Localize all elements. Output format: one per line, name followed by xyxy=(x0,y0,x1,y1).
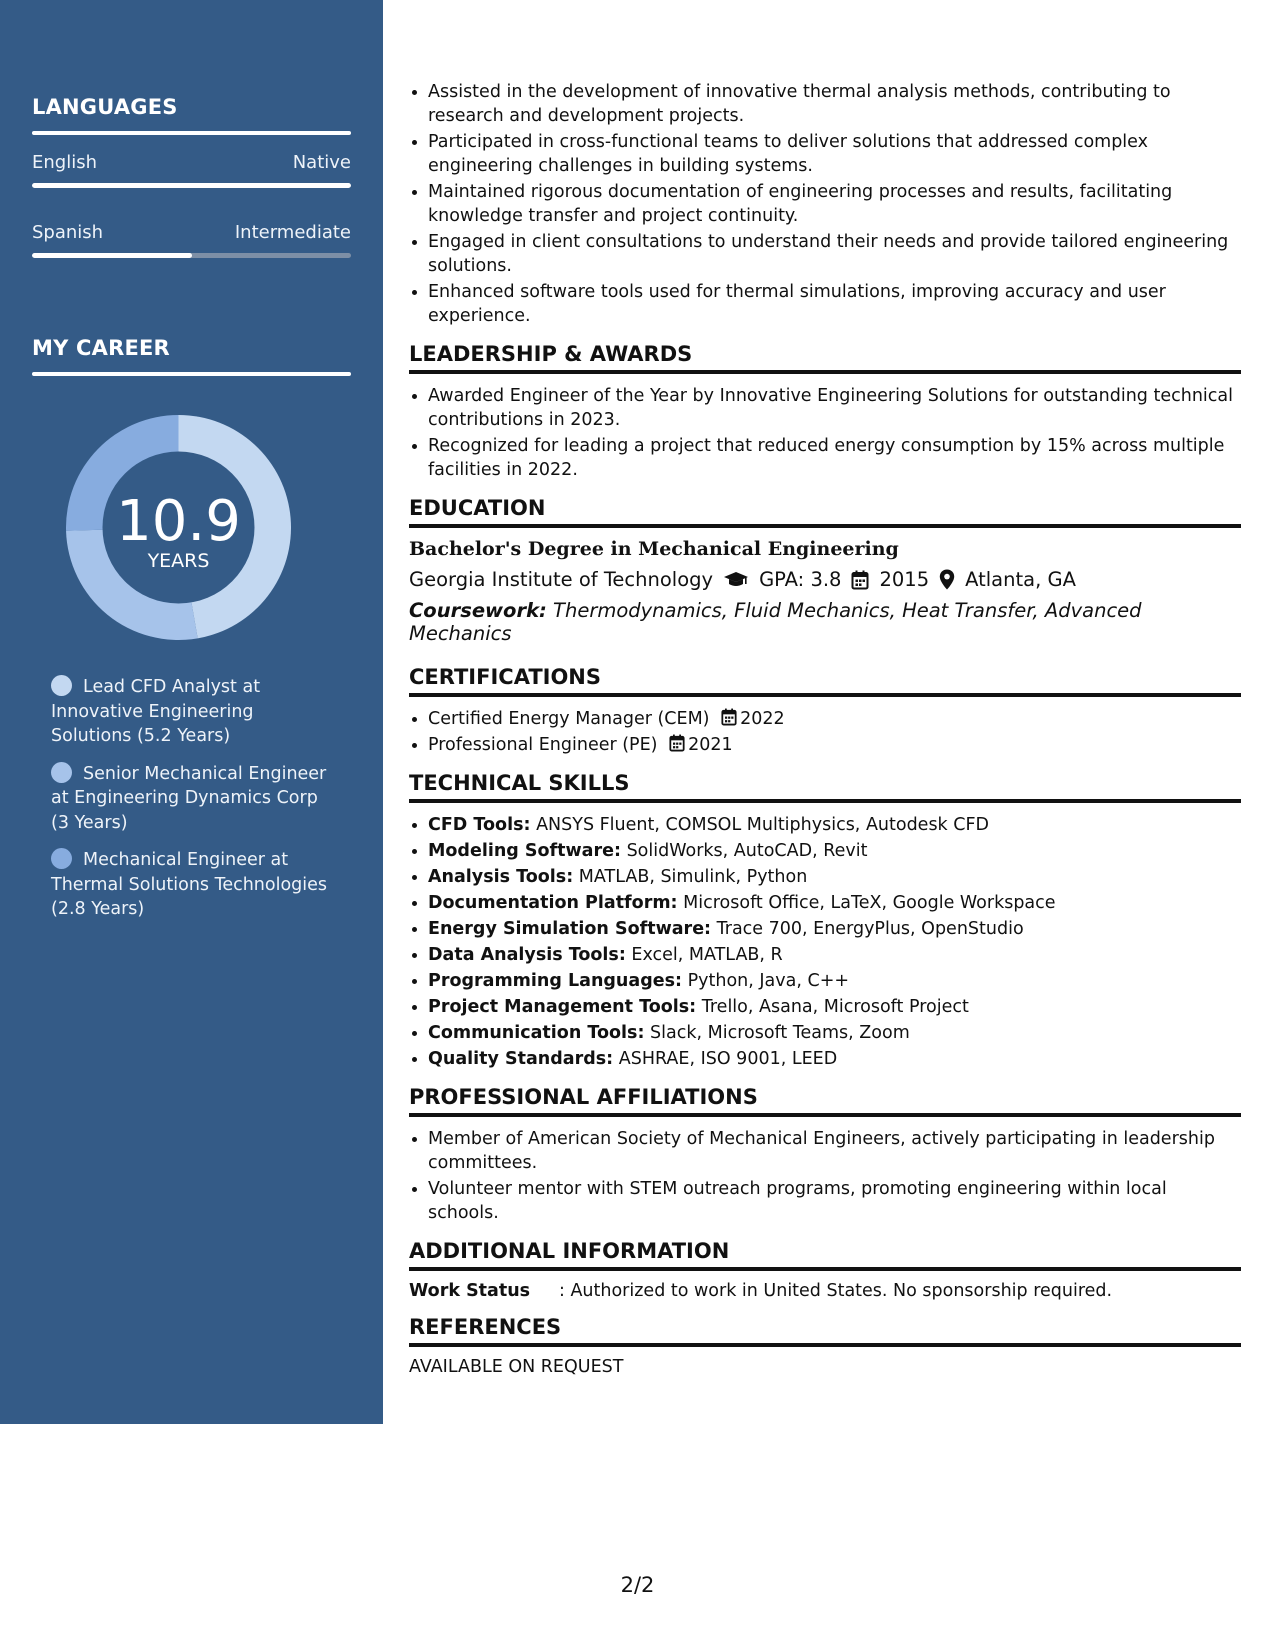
section-title-affiliations: PROFESSIONAL AFFILIATIONS xyxy=(409,1085,1241,1117)
section-title-education: EDUCATION xyxy=(409,496,1241,528)
list-item: • Recognized for leading a project that reduced energy consumption by 15% across multiple facilities in 2022. xyxy=(428,434,1241,482)
career-item-label: Lead CFD Analyst at Innovative Engineering Solutions (5.2 Years) xyxy=(51,677,261,746)
language-proficiency-fill xyxy=(32,183,351,188)
education-gpa: GPA: 3.8 xyxy=(759,568,842,591)
leadership-list xyxy=(409,384,1241,482)
list-item xyxy=(428,995,1241,1019)
certification-year: 2021 xyxy=(688,735,733,755)
list-item xyxy=(428,1021,1241,1045)
skill-value: Slack, Microsoft Teams, Zoom xyxy=(650,1023,910,1043)
skill-label: Documentation Platform: xyxy=(428,893,678,913)
list-item xyxy=(428,891,1241,915)
language-proficiency-bar xyxy=(32,183,351,188)
list-item: • Member of American Society of Mechanical Engineers, actively participating in leadership committees. xyxy=(428,1127,1241,1175)
graduation-cap-icon xyxy=(723,571,749,589)
skill-label: Programming Languages: xyxy=(428,971,683,991)
references-text: AVAILABLE ON REQUEST xyxy=(409,1357,624,1377)
skill-value: ANSYS Fluent, COMSOL Multiphysics, Autodesk CFD xyxy=(536,815,990,835)
language-row-english xyxy=(32,152,351,188)
languages-heading-rule xyxy=(32,131,351,135)
sidebar xyxy=(0,0,383,1424)
career-donut-chart xyxy=(66,415,291,640)
language-proficiency-bar xyxy=(32,253,351,258)
list-item: • Volunteer mentor with STEM outreach programs, promoting engineering within local schools. xyxy=(428,1177,1241,1225)
career-heading: MY CAREER xyxy=(32,336,170,360)
section-title-references: REFERENCES xyxy=(409,1315,1241,1347)
skill-value: Microsoft Office, LaTeX, Google Workspace xyxy=(683,893,1056,913)
skill-label: Data Analysis Tools: xyxy=(428,945,626,965)
skill-label: Communication Tools: xyxy=(428,1023,645,1043)
career-item-label: Senior Mechanical Engineer at Engineering Dynamics Corp (3 Years) xyxy=(51,763,327,833)
list-item: • Enhanced software tools used for thermal simulations, improving accuracy and user experience. xyxy=(428,280,1241,328)
career-dot-icon xyxy=(51,762,72,783)
skill-value: MATLAB, Simulink, Python xyxy=(578,867,808,887)
list-item xyxy=(428,865,1241,889)
location-pin-icon xyxy=(939,569,955,590)
education-year: 2015 xyxy=(879,568,930,591)
list-item xyxy=(428,707,1241,731)
certification-name: Professional Engineer (PE) xyxy=(428,735,658,755)
list-item xyxy=(428,839,1241,863)
list-item: • Awarded Engineer of the Year by Innovative Engineering Solutions for outstanding technical contributions in 2023. xyxy=(428,384,1241,432)
education-degree: Bachelor's Degree in Mechanical Engineering xyxy=(409,538,899,560)
certifications-list xyxy=(409,707,1241,757)
education-location: Atlanta, GA xyxy=(965,568,1076,591)
list-item xyxy=(428,969,1241,993)
section-title-skills: TECHNICAL SKILLS xyxy=(409,771,1241,803)
coursework-value: Thermodynamics, Fluid Mechanics, Heat Transfer, Advanced Mechanics xyxy=(409,599,1142,645)
certification-name: Certified Energy Manager (CEM) xyxy=(428,709,710,729)
career-item xyxy=(51,675,333,749)
list-item: • Assisted in the development of innovative thermal analysis methods, contributing to research and development projects. xyxy=(428,80,1241,128)
skill-value: Python, Java, C++ xyxy=(687,971,850,991)
education-coursework xyxy=(409,599,1241,645)
skill-label: Quality Standards: xyxy=(428,1049,614,1069)
section-title-certifications: CERTIFICATIONS xyxy=(409,665,1241,697)
skill-label: CFD Tools: xyxy=(428,815,531,835)
languages-heading: LANGUAGES xyxy=(32,95,178,119)
experience-bullets xyxy=(409,80,1241,328)
career-total-unit: YEARS xyxy=(147,550,210,572)
section-title-additional: ADDITIONAL INFORMATION xyxy=(409,1239,1241,1271)
work-status-value: : Authorized to work in United States. No sponsorship required. xyxy=(559,1281,1113,1301)
skill-value: Excel, MATLAB, R xyxy=(631,945,783,965)
career-dot-icon xyxy=(51,675,72,696)
main-content xyxy=(409,0,1241,1377)
language-name: English xyxy=(32,152,97,173)
language-row-spanish xyxy=(32,222,351,258)
skills-list xyxy=(409,813,1241,1071)
list-item: • Participated in cross-functional teams to deliver solutions that addressed complex engineering challenges in building systems. xyxy=(428,130,1241,178)
work-status-label: Work Status xyxy=(409,1281,531,1301)
career-dot-icon xyxy=(51,848,72,869)
list-item xyxy=(428,813,1241,837)
affiliations-list xyxy=(409,1127,1241,1225)
list-item xyxy=(428,943,1241,967)
career-item-label: Mechanical Engineer at Thermal Solutions Technologies (2.8 Years) xyxy=(51,850,328,919)
education-school: Georgia Institute of Technology xyxy=(409,568,714,591)
career-total-years: 10.9 xyxy=(116,489,241,554)
list-item xyxy=(428,1047,1241,1071)
list-item xyxy=(428,733,1241,757)
work-status-row xyxy=(409,1281,1241,1301)
language-name: Spanish xyxy=(32,222,104,243)
list-item: • Engaged in client consultations to understand their needs and provide tailored engineering solutions. xyxy=(428,230,1241,278)
coursework-label: Coursework: xyxy=(409,599,547,622)
skill-label: Analysis Tools: xyxy=(428,867,574,887)
language-level: Intermediate xyxy=(234,222,351,243)
section-title-leadership: LEADERSHIP & AWARDS xyxy=(409,342,1241,374)
education-meta xyxy=(409,568,1241,591)
skill-value: Trace 700, EnergyPlus, OpenStudio xyxy=(716,919,1024,939)
career-list xyxy=(51,675,333,935)
calendar-icon xyxy=(669,734,685,752)
calendar-icon xyxy=(851,570,869,590)
list-item xyxy=(428,917,1241,941)
career-heading-rule xyxy=(32,372,351,376)
language-proficiency-fill xyxy=(32,253,192,258)
skill-label: Modeling Software: xyxy=(428,841,621,861)
skill-label: Energy Simulation Software: xyxy=(428,919,712,939)
language-level: Native xyxy=(292,152,351,173)
list-item: • Maintained rigorous documentation of engineering processes and results, facilitating knowledge transfer and project continuity. xyxy=(428,180,1241,228)
career-item xyxy=(51,848,333,922)
skill-label: Project Management Tools: xyxy=(428,997,697,1017)
skill-value: SolidWorks, AutoCAD, Revit xyxy=(626,841,868,861)
certification-year: 2022 xyxy=(740,709,785,729)
page-number: 2/2 xyxy=(620,1573,655,1597)
skill-value: Trello, Asana, Microsoft Project xyxy=(701,997,969,1017)
calendar-icon xyxy=(721,708,737,726)
career-item xyxy=(51,762,333,836)
skill-value: ASHRAE, ISO 9001, LEED xyxy=(618,1049,838,1069)
